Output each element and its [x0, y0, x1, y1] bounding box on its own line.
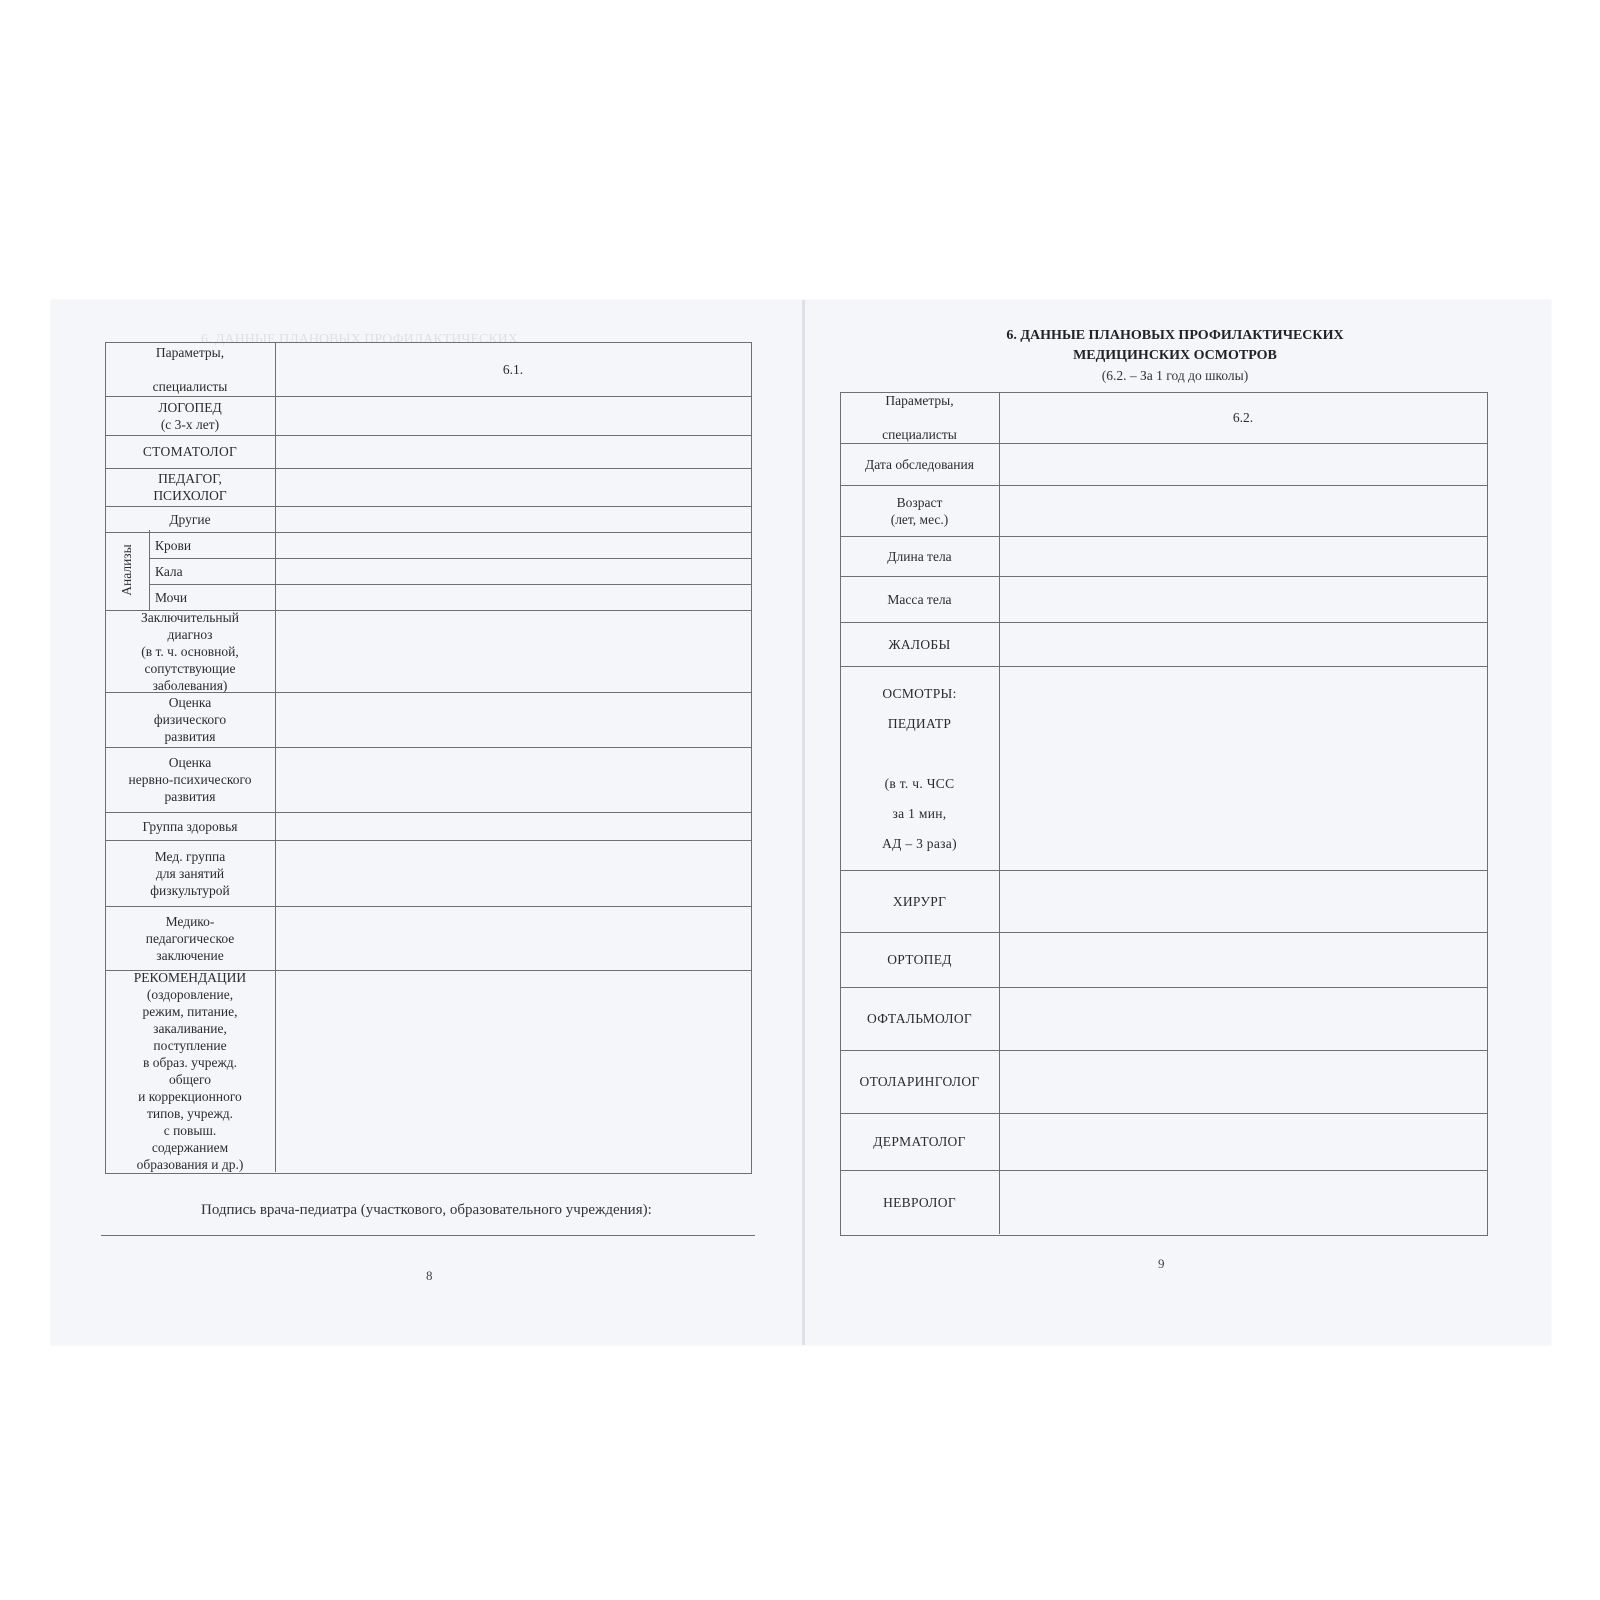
- row-complaints-label: ЖАЛОБЫ: [888, 636, 951, 652]
- row-pediatr-label: ОСМОТРЫ: ПЕДИАТР (в т. ч. ЧСС за 1 мин, АД – 3 раза): [882, 685, 957, 851]
- row-krovi-label: Крови: [155, 537, 192, 553]
- row-body-length-label: Длина тела: [887, 548, 952, 564]
- booklet-spread: [51, 300, 1551, 1345]
- section-header-6-2: 6.2.: [1232, 410, 1254, 425]
- row-neurologist-label: НЕВРОЛОГ: [883, 1194, 956, 1210]
- row-pedagog-label: ПЕДАГОГ, ПСИХОЛОГ: [153, 471, 227, 503]
- show-through-text: 6. ДАННЫЕ ПЛАНОВЫХ ПРОФИЛАКТИЧЕСКИХ: [201, 332, 518, 347]
- row-parameters-label: Параметры, специалисты: [152, 344, 228, 394]
- row-recommendations-label: РЕКОМЕНДАЦИИ (оздоровление, режим, питание, закаливание, поступление в образ. учрежд. общего и коррекционного типов, учрежд. с повыш. содержанием образования и др.): [133, 970, 247, 1172]
- row-age-label: Возраст (лет, мес.): [890, 494, 949, 527]
- row-orthoped-label: ОРТОПЕД: [887, 952, 952, 967]
- analyses-label: Анализы: [119, 544, 134, 596]
- row-ophthalmologist-label: ОФТАЛЬМОЛОГ: [866, 1011, 973, 1026]
- signature-line: [101, 1235, 755, 1236]
- left-page: [51, 300, 803, 1345]
- row-surgeon-label: ХИРУРГ: [892, 893, 947, 909]
- row-kala-label: Кала: [155, 563, 183, 579]
- row-dermatologist-label: ДЕРМАТОЛОГ: [873, 1134, 966, 1149]
- row-parameters-label: Параметры, специалисты: [882, 393, 957, 442]
- section-header-6-1: 6.1.: [502, 361, 524, 377]
- row-drugie-label: Другие: [169, 511, 211, 527]
- row-med-ped-label: Медико- педагогическое заключение: [145, 913, 235, 963]
- row-exam-date-label: Дата обследования: [865, 456, 974, 472]
- page-title: 6. ДАННЫЕ ПЛАНОВЫХ ПРОФИЛАКТИЧЕСКИХ МЕДИЦИНСКИХ ОСМОТРОВ: [1006, 328, 1344, 363]
- page-subtitle: (6.2. – За 1 год до школы): [1101, 368, 1249, 383]
- signature-label: Подпись врача-педиатра (участкового, образовательного учреждения):: [201, 1202, 652, 1218]
- row-health-group-label: Группа здоровья: [142, 818, 238, 834]
- row-med-group-label: Мед. группа для занятий физкультурой: [150, 848, 230, 898]
- page-number-9: 9: [1158, 1256, 1165, 1271]
- row-otolaryngologist-label: ОТОЛАРИНГОЛОГ: [859, 1074, 980, 1089]
- row-diagnosis-label: Заключительный диагноз (в т. ч. основной, сопутствующие заболевания): [141, 609, 239, 693]
- row-stomatolog-label: СТОМАТОЛОГ: [142, 444, 238, 459]
- page-number-8: 8: [426, 1268, 433, 1283]
- row-physical-label: Оценка физического развития: [153, 695, 227, 744]
- row-neuro-label: Оценка нервно-психического развития: [128, 755, 252, 804]
- right-page: [805, 300, 1551, 1345]
- row-logoped-label: ЛОГОПЕД (с 3-х лет): [158, 399, 222, 432]
- row-body-mass-label: Масса тела: [887, 591, 952, 607]
- row-mochi-label: Мочи: [155, 589, 188, 605]
